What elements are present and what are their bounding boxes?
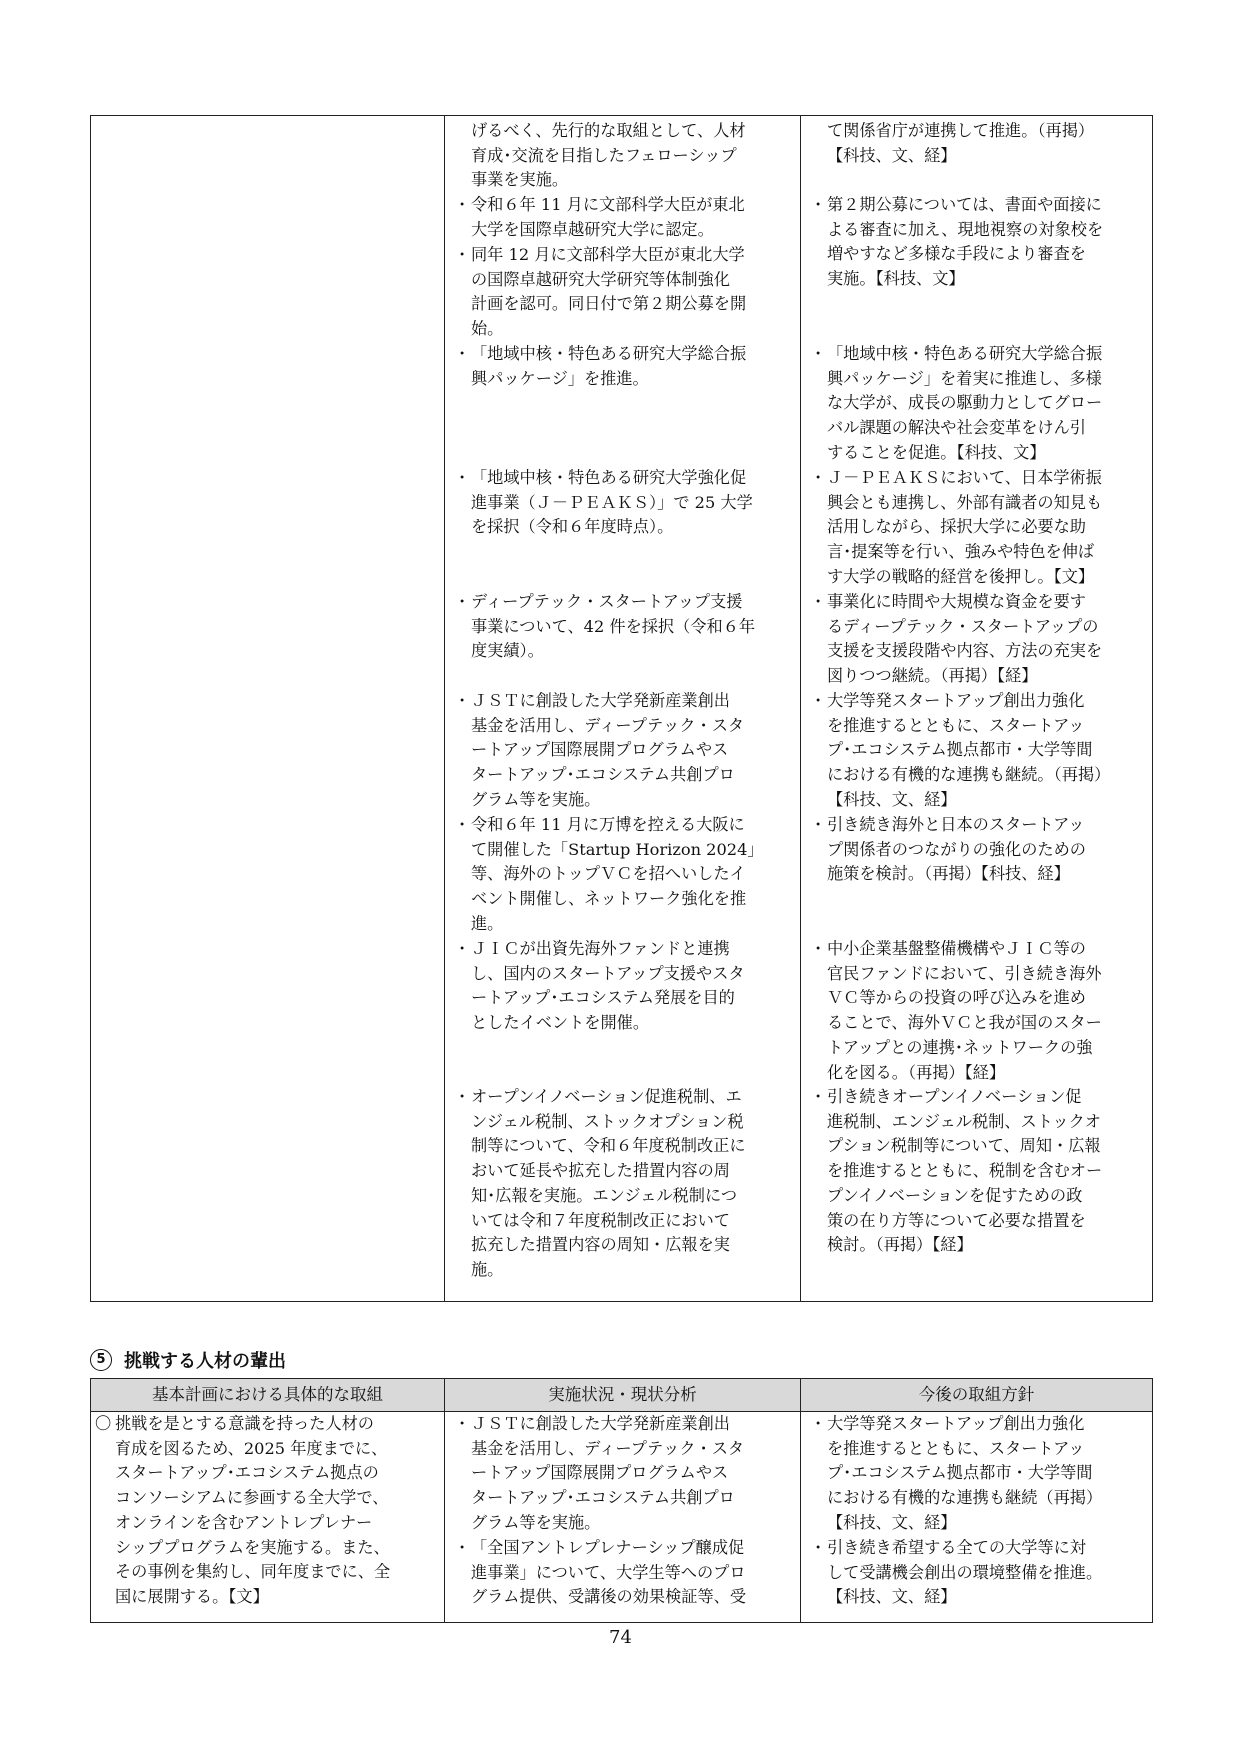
bottom-table — [90, 1378, 1153, 1623]
table-header-row — [91, 1379, 1152, 1412]
top-table-middle-item: ・ ＪＩＣが出資先海外ファンドと連携 し、国内のスタートアップ支援やスタ ートアップ･エコシステム発展を目的 としたイベントを開催。 — [454, 939, 745, 1033]
top-table-middle-item: げるべく、先行的な取組として、人材 育成･交流を目指したフェローシップ 事業を実施。 — [471, 121, 746, 190]
top-table-right-item: て関係省庁が連携して推進。（再掲） 【科技、文、経】 — [827, 121, 1095, 165]
top-table-middle-item: ・ オープンイノベーション促進税制、エ ンジェル税制、ストックオプション税 制等について、令和６年度税制改正に おいて延長や拡充した措置内容の周 知･広報を実施。エンジェル税制につ いては令和７年度税制改正において 拡充した措置内容の周知・広報を実 施。 — [454, 1087, 746, 1279]
top-table-right-item: ・ 事業化に時間や大規模な資金を要す るディープテック・スタートアップの 支援を支援段階や内容、方法の充実を 図りつつ継続。（再掲）【経】 — [810, 592, 1103, 686]
top-table-right-item: ・ 引き続きオープンイノベーション促 進税制、エンジェル税制、ストックオ プション税制等について、周知・広報 を推進するとともに、税制を含むオー プンイノベーションを促すための政 策の在り方等について必要な措置を 検討。（再掲）【経】 — [810, 1087, 1103, 1255]
top-table-middle-item: ・ ＪＳＴに創設した大学発新産業創出 基金を活用し、ディープテック・スタ ートアップ国際展開プログラムやス タートアップ･エコシステム共創プロ グラム等を実施。 — [454, 691, 745, 809]
top-table-right-item: ・ 引き続き海外と日本のスタートアッ プ関係者のつながりの強化のための 施策を検討。（再掲）【科技、経】 — [810, 815, 1086, 884]
top-table-middle-item: ・ 令和６年 11 月に文部科学大臣が東北 大学を国際卓越研究大学に認定。 — [454, 195, 745, 239]
column-divider — [444, 116, 445, 1301]
column-header: 実施状況・現状分析 — [548, 1385, 697, 1404]
bottom-table-right-item: ・ 引き続き希望する全ての大学等に対 して受講機会創出の環境整備を推進。 【科技、文、経】 — [810, 1538, 1103, 1607]
top-table-right-item: ・ 「地域中核・特色ある研究大学総合振 興パッケージ」を着実に推進し、多様 な大学が、成長の駆動力としてグロー バル課題の解決や社会変革をけん引 することを促進。【科技、文】 — [810, 344, 1103, 462]
top-table — [90, 115, 1153, 1302]
section-number: 5 — [90, 1349, 112, 1371]
top-table-middle-item: ・ 令和６年 11 月に万博を控える大阪に て開催した「Startup Horizon 2024」 等、海外のトップＶＣを招へいしたイ ベント開催し、ネットワーク強化を推 進。 — [454, 815, 764, 933]
top-table-middle-item: ・ 同年 12 月に文部科学大臣が東北大学 の国際卓越研究大学研究等体制強化 計画を認可。同日付で第２期公募を開 始。 — [454, 245, 747, 339]
column-divider — [800, 1379, 801, 1622]
top-table-right-item: ・ 第２期公募については、書面や面接に よる審査に加え、現地視察の対象校を 増やすなど多様な手段により審査を 実施。【科技、文】 — [810, 195, 1104, 289]
column-divider — [800, 116, 801, 1301]
top-table-right-item: ・ 中小企業基盤整備機構やＪＩＣ等の 官民ファンドにおいて、引き続き海外 ＶＣ等からの投資の呼び込みを進め ることで、海外ＶＣと我が国のスター トアップとの連携･ネットワークの強 化を図る。（再掲）【経】 — [810, 939, 1102, 1082]
bottom-table-left-item: 〇 挑戦を是とする意識を持った人材の 育成を図るため、2025 年度までに、 スタートアップ･エコシステム拠点の コンソーシアムに参画する全大学で、 オンラインを含むアントレプレナー シッププログラムを実施する。また、 その事例を集約し、同年度までに、全 国に展開する。【文】 — [95, 1414, 391, 1606]
top-table-middle-item: ・ 「地域中核・特色ある研究大学総合振 興パッケージ」を推進。 — [454, 344, 747, 388]
top-table-right-item: ・ Ｊ－ＰＥＡＫＳにおいて、日本学術振 興会とも連携し、外部有識者の知見も 活用しながら、採択大学に必要な助 言･提案等を行い、強みや特色を伸ば す大学の戦略的経営を後押し。【文】 — [810, 468, 1103, 586]
column-header: 基本計画における具体的な取組 — [152, 1385, 383, 1404]
bottom-table-middle-item: ・ 「全国アントレプレナーシップ醸成促 進事業」について、大学生等へのプロ グラム提供、受講後の効果検証等、受 — [454, 1538, 747, 1607]
column-divider — [444, 1379, 445, 1622]
bottom-table-middle-item: ・ ＪＳＴに創設した大学発新産業創出 基金を活用し、ディープテック・スタ ートアップ国際展開プログラムやス タートアップ･エコシステム共創プロ グラム等を実施。 — [454, 1414, 745, 1532]
top-table-right-item: ・ 大学等発スタートアップ創出力強化 を推進するとともに、スタートアッ プ･エコシステム拠点都市・大学等間 における有機的な連携も継続。（再掲） 【科技、文、経】 — [810, 691, 1111, 809]
bottom-table-right-item: ・ 大学等発スタートアップ創出力強化 を推進するとともに、スタートアッ プ･エコシステム拠点都市・大学等間 における有機的な連携も継続（再掲） 【科技、文、経】 — [810, 1414, 1103, 1532]
column-header: 今後の取組方針 — [918, 1385, 1035, 1404]
top-table-middle-item: ・ ディープテック・スタートアップ支援 事業について、42 件を採択（令和６年 度実績）。 — [454, 592, 756, 661]
section-title: 挑戦する人材の輩出 — [124, 1351, 286, 1372]
section-heading — [90, 1347, 286, 1373]
page-number: 74 — [609, 1627, 632, 1648]
top-table-middle-item: ・ 「地域中核・特色ある研究大学強化促 進事業（Ｊ－ＰＥＡＫＳ）」で 25 大学 を採択（令和６年度時点）。 — [454, 468, 753, 537]
